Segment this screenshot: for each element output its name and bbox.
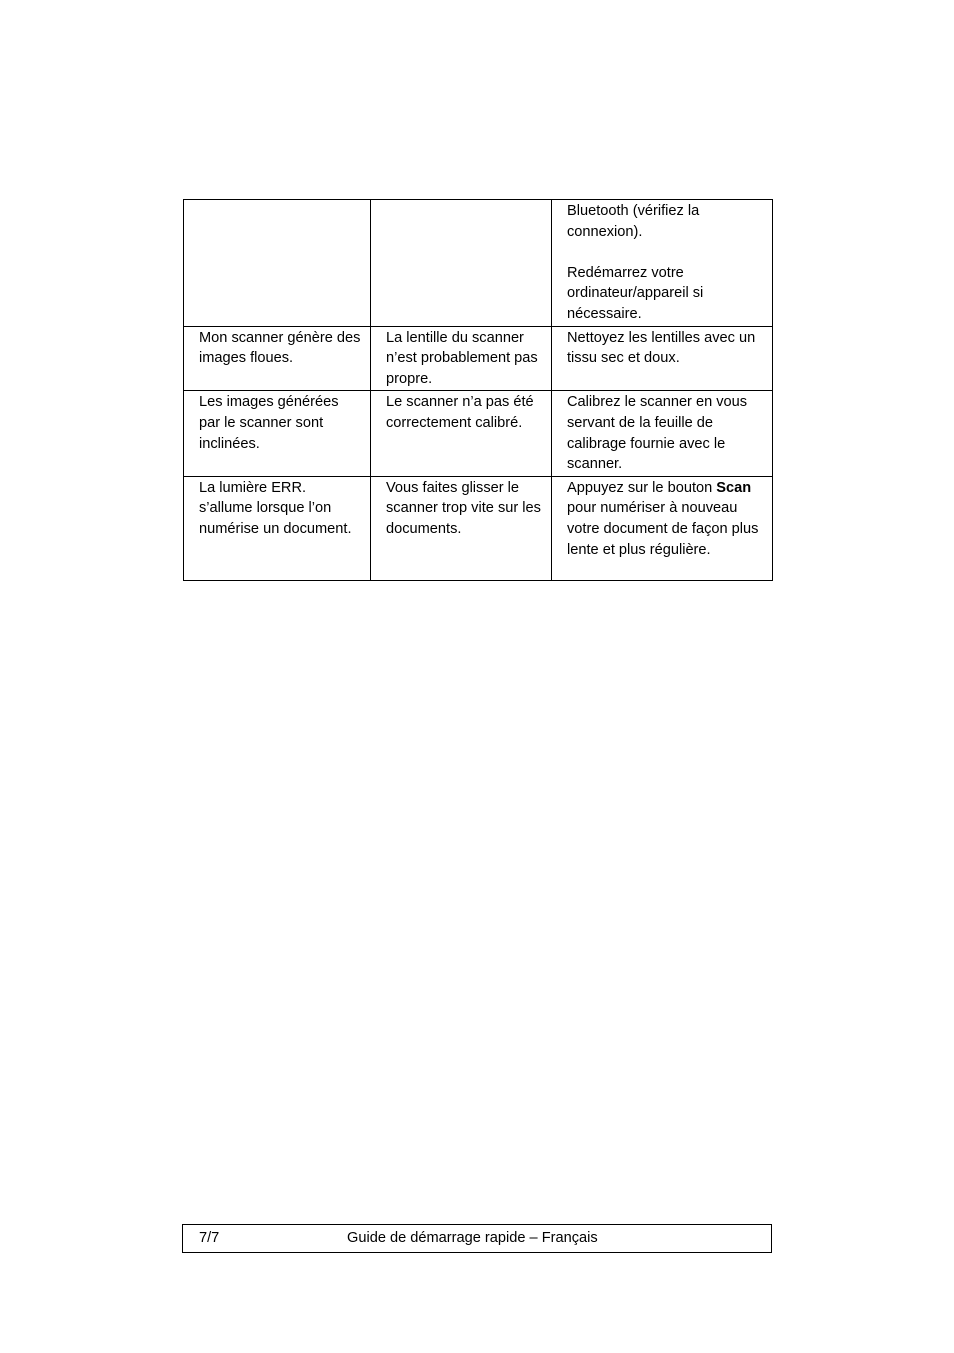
problem-cell: Mon scanner génère des images floues. xyxy=(184,326,371,391)
scan-button-label: Scan xyxy=(716,479,752,496)
solution-cell: Calibrez le scanner en vous servant de la feuille de calibrage fournie avec le scanner. xyxy=(552,391,773,476)
footer-title: Guide de démarrage rapide – Français xyxy=(347,1230,598,1246)
cause-cell: Le scanner n’a pas été correctement calibré. xyxy=(371,391,552,476)
paragraph-gap xyxy=(567,242,764,263)
problem-cell: La lumière ERR. s’allume lorsque l’on numérise un document. xyxy=(184,476,371,580)
page-number: 7/7 xyxy=(199,1230,220,1246)
table-row xyxy=(184,476,773,580)
cause-cell xyxy=(371,200,552,327)
table-row xyxy=(184,326,773,391)
solution-cell xyxy=(552,476,773,580)
solution-paragraph: Bluetooth (vérifiez la connexion). xyxy=(567,203,700,240)
table-row xyxy=(184,200,773,327)
table-row xyxy=(184,391,773,476)
cause-cell: Vous faites glisser le scanner trop vite sur les documents. xyxy=(371,476,552,580)
solution-text-end: pour numériser à nouveau votre document de façon plus lente et plus régulière. xyxy=(567,500,759,558)
solution-cell: Nettoyez les lentilles avec un tissu sec et doux. xyxy=(552,326,773,391)
problem-cell: Les images générées par le scanner sont inclinées. xyxy=(184,391,371,476)
solution-text-start: Appuyez sur le bouton xyxy=(567,479,717,496)
solution-paragraph: Redémarrez votre ordinateur/appareil si nécessaire. xyxy=(567,264,704,322)
page-footer xyxy=(182,1224,772,1253)
solution-cell xyxy=(552,200,773,327)
cause-cell: La lentille du scanner n’est probablement pas propre. xyxy=(371,326,552,391)
problem-cell xyxy=(184,200,371,327)
troubleshooting-table xyxy=(183,199,773,581)
